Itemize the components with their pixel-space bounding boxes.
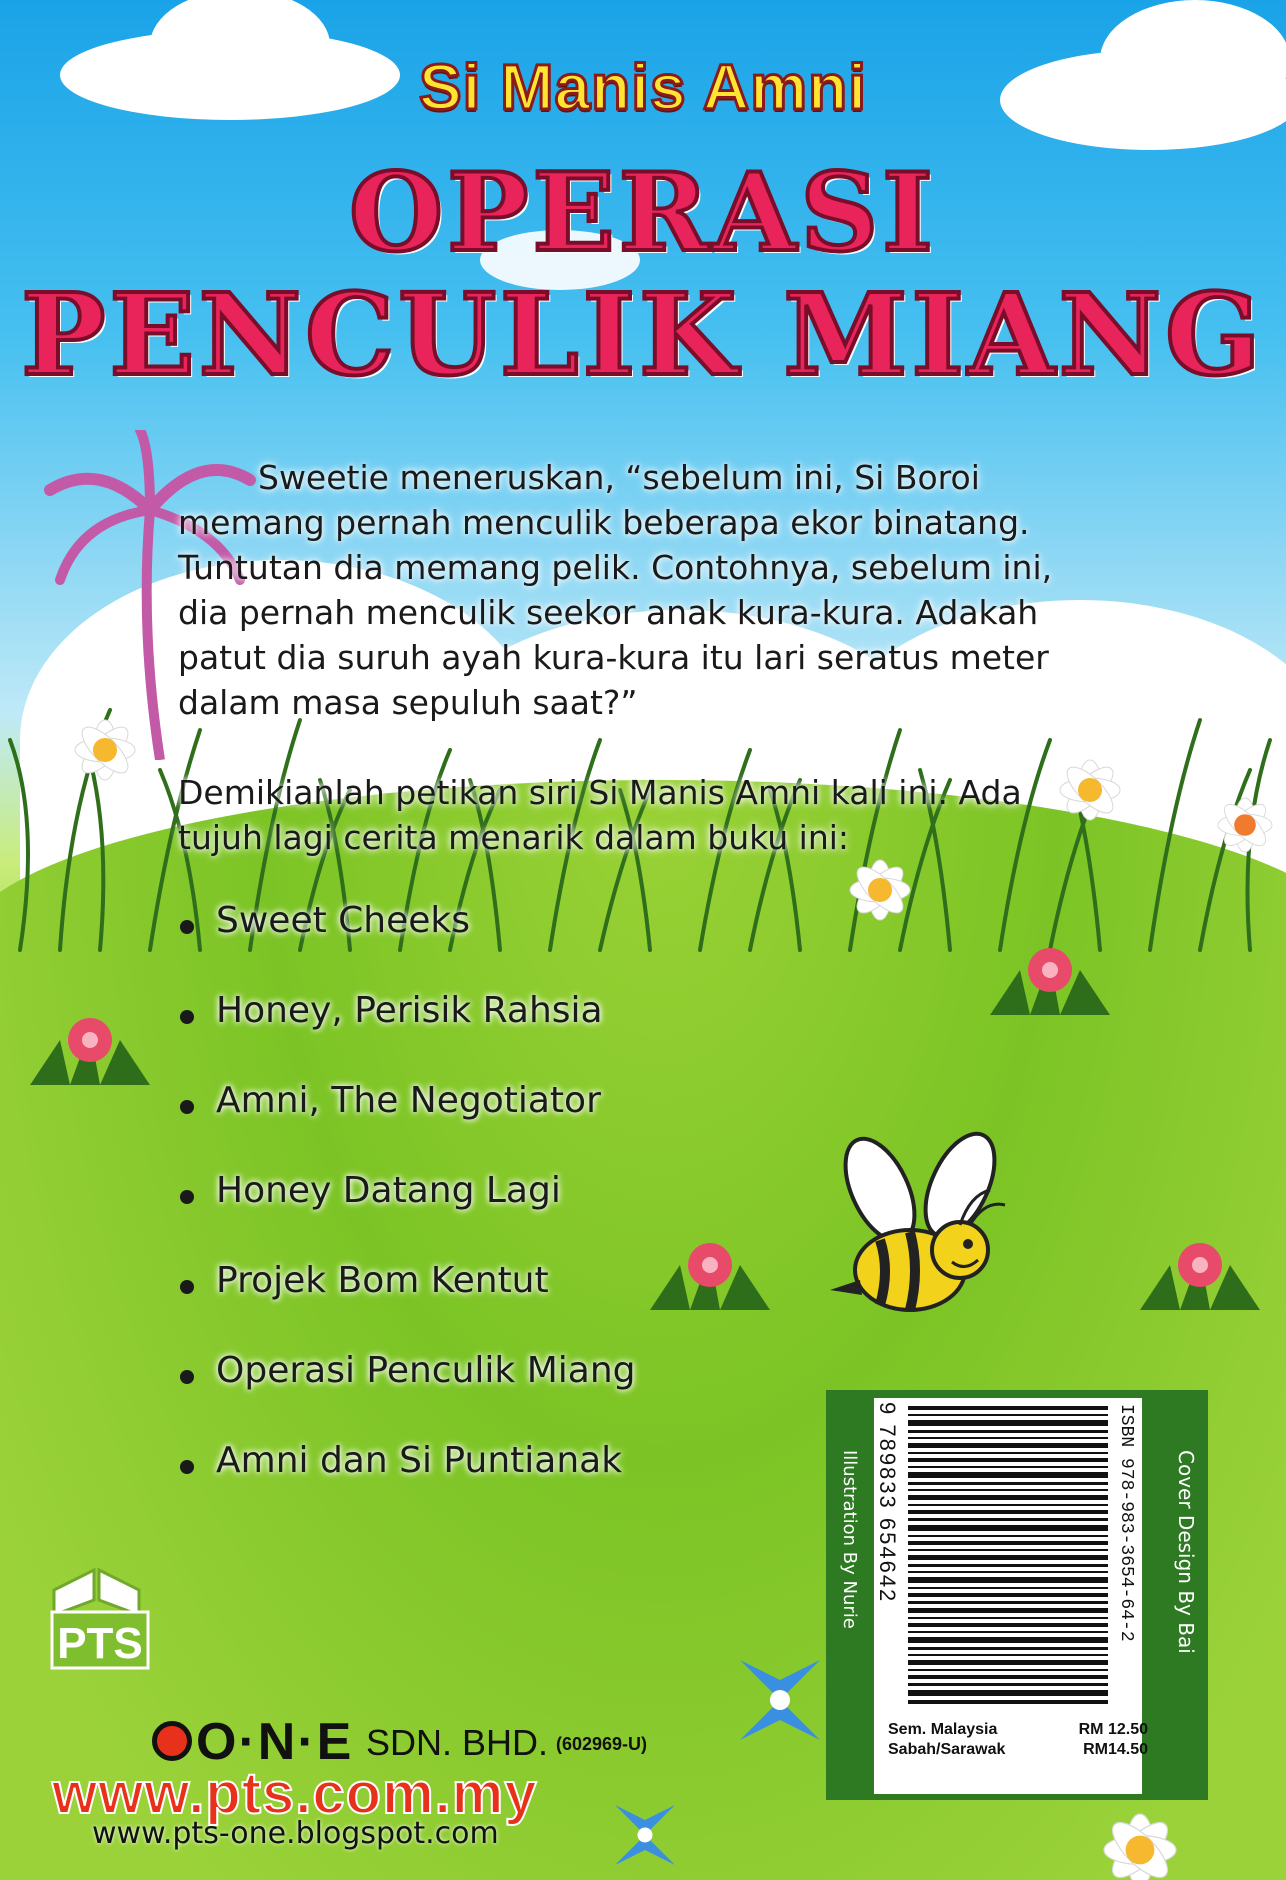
- price-sabah-label: Sabah/Sarawak: [888, 1741, 1006, 1758]
- daisy-flower-icon: [1200, 780, 1286, 870]
- price-row-sabah: [888, 1740, 1148, 1760]
- price-sabah-value: RM14.50: [1083, 1741, 1148, 1758]
- blurb-excerpt: Sweetie meneruskan, “sebelum ini, Si Boroi memang pernah menculik beberapa ekor binatang. Tuntutan dia memang pelik. Contohnya, sebelum ini, dia pernah menculik seekor anak kura-kura. Adakah patut dia suruh ayah kura-kura itu lari seratus meter dalam masa sepuluh saat?”: [178, 458, 1053, 722]
- cover-design-credit: Cover Design By Bai: [1174, 1450, 1198, 1654]
- book-title-line1: OPERASI: [349, 150, 937, 276]
- story-item: Amni, The Negotiator: [180, 1080, 635, 1170]
- barcode-icon: [908, 1406, 1108, 1706]
- series-title: Si Manis Amni: [418, 51, 868, 123]
- price-block: [888, 1720, 1148, 1760]
- publisher-suffix: SDN. BHD.: [366, 1722, 549, 1763]
- daisy-flower-icon: [1080, 1790, 1200, 1880]
- publisher-registration: (602969-U): [556, 1734, 648, 1754]
- bee-icon: [820, 1130, 1020, 1330]
- pink-flower-icon: [1130, 1225, 1270, 1315]
- story-item: Sweet Cheeks: [180, 900, 635, 990]
- story-item: Projek Bom Kentut: [180, 1260, 635, 1350]
- blurb-text: [178, 455, 1058, 860]
- barcode-number: 9 789833 654642: [875, 1402, 900, 1604]
- illustration-credit: Illustration By Nurie: [839, 1450, 860, 1629]
- blue-flower-icon: [600, 1790, 690, 1880]
- publisher-name: O·N·E: [152, 1712, 353, 1772]
- pts-logo-text: PTS: [57, 1619, 143, 1668]
- story-item: Operasi Penculik Miang: [180, 1350, 635, 1440]
- website-url: www.pts.com.my: [52, 1761, 538, 1826]
- pink-flower-icon: [980, 930, 1120, 1020]
- price-row-malaysia: [888, 1720, 1148, 1740]
- pts-logo-icon: [44, 1560, 156, 1670]
- story-item: Amni dan Si Puntianak: [180, 1440, 635, 1530]
- price-malaysia-label: Sem. Malaysia: [888, 1721, 998, 1738]
- price-malaysia-value: RM 12.50: [1078, 1721, 1148, 1738]
- story-list: [180, 900, 635, 1530]
- daisy-flower-icon: [55, 700, 155, 800]
- pink-flower-icon: [640, 1225, 780, 1315]
- isbn-text: ISBN 978-983-3654-64-2: [1116, 1404, 1136, 1642]
- barcode-panel: [826, 1390, 1208, 1800]
- blue-flower-icon: [720, 1640, 840, 1760]
- story-item: Honey, Perisik Rahsia: [180, 990, 635, 1080]
- book-title-line2: PENCULIK MIANG: [21, 270, 1265, 401]
- blurb-intro: Demikianlah petikan siri Si Manis Amni kali ini. Ada tujuh lagi cerita menarik dalam buku ini:: [178, 773, 1022, 857]
- pink-flower-icon: [20, 1000, 160, 1090]
- story-item: Honey Datang Lagi: [180, 1170, 635, 1260]
- blog-url: www.pts-one.blogspot.com: [92, 1816, 499, 1851]
- record-dot-icon: [152, 1721, 192, 1761]
